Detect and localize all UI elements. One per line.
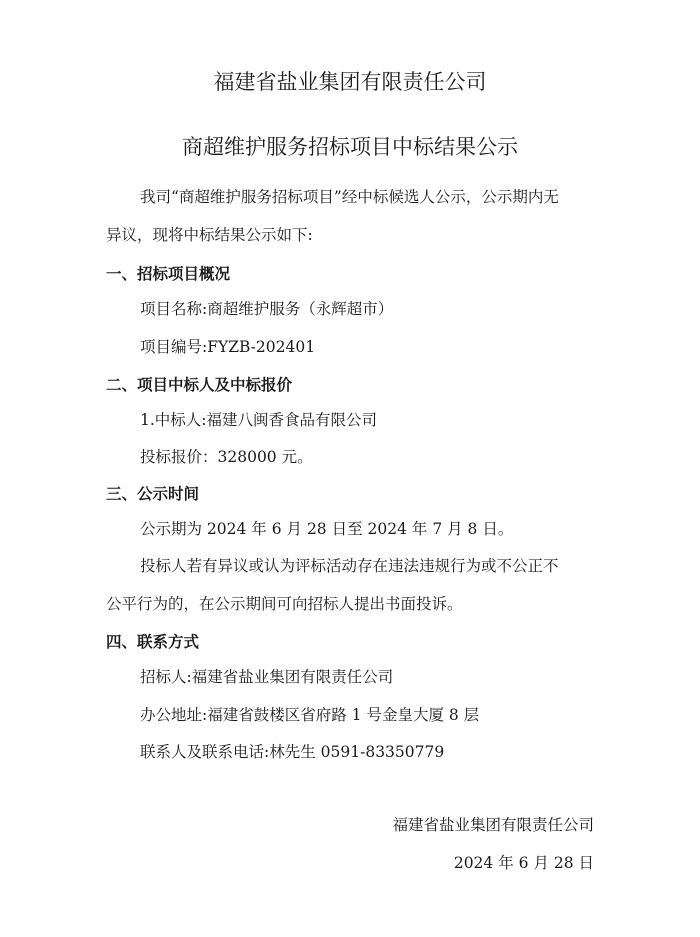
intro-paragraph [106,186,596,246]
signature-date: 2024 年 6 月 28 日 [453,854,594,872]
publicity-period: 公示期为 2024 年 6 月 28 日至 2024 年 7 月 8 日。 [140,520,514,538]
project-number: 项目编号:FYZB-202401 [140,338,316,356]
contact-person-phone: 联系人及联系电话:林先生 0591-83350779 [140,743,445,761]
project-name: 项目名称:商超维护服务（永辉超市） [140,300,394,318]
complaint-paragraph [106,555,596,615]
complaint-line-2: 公平行为的，在公示期间可向招标人提出书面投诉。 [106,595,463,613]
office-address: 办公地址:福建省鼓楼区省府路 1 号金皇大厦 8 层 [140,706,480,724]
complaint-line-1: 投标人若有异议或认为评标活动存在违法违规行为或不公正不 [140,557,559,575]
document-title: 商超维护服务招标项目中标结果公示 [182,135,518,159]
section-heading-period: 三、公示时间 [106,485,200,503]
intro-line-2: 异议，现将中标结果公示如下: [106,226,313,244]
signature-organization: 福建省盐业集团有限责任公司 [392,816,594,834]
winning-bidder: 1.中标人:福建八闽香食品有限公司 [140,411,378,429]
section-heading-overview: 一、招标项目概况 [106,265,231,283]
organization-title: 福建省盐业集团有限责任公司 [213,70,487,94]
bid-price: 投标报价：328000 元。 [140,448,313,466]
intro-line-1: 我司“商超维护服务招标项目”经中标候选人公示，公示期内无 [140,188,559,206]
tendering-party: 招标人:福建省盐业集团有限责任公司 [140,668,394,686]
section-heading-contact: 四、联系方式 [106,633,200,651]
section-heading-winner: 二、项目中标人及中标报价 [106,376,293,394]
